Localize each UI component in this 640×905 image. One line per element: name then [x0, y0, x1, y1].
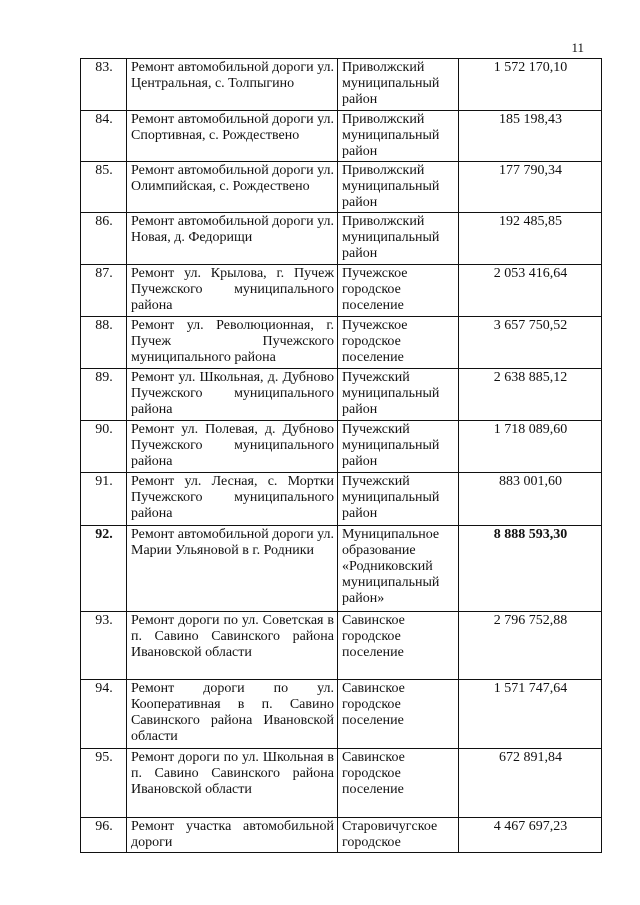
- amount: 672 891,84: [459, 749, 602, 818]
- work-description: Ремонт автомобильной дороги ул. Олимпийская, с. Рождествено: [127, 162, 338, 213]
- row-number: 89.: [81, 369, 127, 421]
- table-row: [81, 213, 602, 265]
- table-row: [81, 421, 602, 473]
- row-number: 91.: [81, 473, 127, 526]
- amount: 177 790,34: [459, 162, 602, 213]
- work-description: Ремонт автомобильной дороги ул. Марии Ульяновой в г. Родники: [127, 526, 338, 612]
- row-number: 95.: [81, 749, 127, 818]
- amount: 4 467 697,23: [459, 818, 602, 853]
- work-description: Ремонт автомобильной дороги ул. Спортивная, с. Рождествено: [127, 111, 338, 162]
- row-number: 83.: [81, 59, 127, 111]
- municipality: Пучежский муниципальный район: [338, 473, 459, 526]
- table-row: [81, 473, 602, 526]
- work-description: Ремонт дороги по ул. Советская в п. Савино Савинского района Ивановской области: [127, 612, 338, 680]
- row-number: 85.: [81, 162, 127, 213]
- row-number: 88.: [81, 317, 127, 369]
- table-row: [81, 526, 602, 612]
- municipality: Пучежский муниципальный район: [338, 421, 459, 473]
- amount: 192 485,85: [459, 213, 602, 265]
- municipality: Старовичугское городское: [338, 818, 459, 853]
- table-row: [81, 612, 602, 680]
- municipality: Савинское городское поселение: [338, 749, 459, 818]
- road-repair-table: [80, 58, 602, 853]
- work-description: Ремонт дороги по ул. Кооперативная в п. Савино Савинского района Ивановской области: [127, 680, 338, 749]
- amount: 1 572 170,10: [459, 59, 602, 111]
- amount: 1 718 089,60: [459, 421, 602, 473]
- amount: 2 638 885,12: [459, 369, 602, 421]
- table-row: [81, 111, 602, 162]
- municipality: Савинское городское поселение: [338, 612, 459, 680]
- work-description: Ремонт участка автомобильной дороги: [127, 818, 338, 853]
- table-row: [81, 749, 602, 818]
- row-number: 86.: [81, 213, 127, 265]
- amount: 883 001,60: [459, 473, 602, 526]
- work-description: Ремонт ул. Школьная, д. Дубново Пучежского муниципального района: [127, 369, 338, 421]
- work-description: Ремонт дороги по ул. Школьная в п. Савино Савинского района Ивановской области: [127, 749, 338, 818]
- municipality: Муниципальное образование «Родниковский муниципальный район»: [338, 526, 459, 612]
- work-description: Ремонт автомобильной дороги ул. Центральная, с. Толпыгино: [127, 59, 338, 111]
- table-row: [81, 59, 602, 111]
- amount: 8 888 593,30: [459, 526, 602, 612]
- municipality: Приволжский муниципальный район: [338, 111, 459, 162]
- municipality: Пучежское городское поселение: [338, 265, 459, 317]
- table-row: [81, 369, 602, 421]
- municipality: Пучежский муниципальный район: [338, 369, 459, 421]
- amount: 2 053 416,64: [459, 265, 602, 317]
- amount: 1 571 747,64: [459, 680, 602, 749]
- municipality: Савинское городское поселение: [338, 680, 459, 749]
- row-number: 87.: [81, 265, 127, 317]
- row-number: 96.: [81, 818, 127, 853]
- work-description: Ремонт ул. Революционная, г. Пучеж Пучежского муниципального района: [127, 317, 338, 369]
- work-description: Ремонт ул. Лесная, с. Мортки Пучежского муниципального района: [127, 473, 338, 526]
- table-row: [81, 265, 602, 317]
- row-number: 92.: [81, 526, 127, 612]
- work-description: Ремонт автомобильной дороги ул. Новая, д. Федорищи: [127, 213, 338, 265]
- table-row: [81, 317, 602, 369]
- municipality: Приволжский муниципальный район: [338, 59, 459, 111]
- municipality: Приволжский муниципальный район: [338, 162, 459, 213]
- municipality: Приволжский муниципальный район: [338, 213, 459, 265]
- row-number: 84.: [81, 111, 127, 162]
- row-number: 93.: [81, 612, 127, 680]
- page-number: 11: [571, 40, 584, 55]
- row-number: 90.: [81, 421, 127, 473]
- row-number: 94.: [81, 680, 127, 749]
- table-row: [81, 680, 602, 749]
- table-row: [81, 162, 602, 213]
- amount: 2 796 752,88: [459, 612, 602, 680]
- municipality: Пучежское городское поселение: [338, 317, 459, 369]
- work-description: Ремонт ул. Полевая, д. Дубново Пучежского муниципального района: [127, 421, 338, 473]
- amount: 3 657 750,52: [459, 317, 602, 369]
- table-row: [81, 818, 602, 853]
- work-description: Ремонт ул. Крылова, г. Пучеж Пучежского муниципального района: [127, 265, 338, 317]
- amount: 185 198,43: [459, 111, 602, 162]
